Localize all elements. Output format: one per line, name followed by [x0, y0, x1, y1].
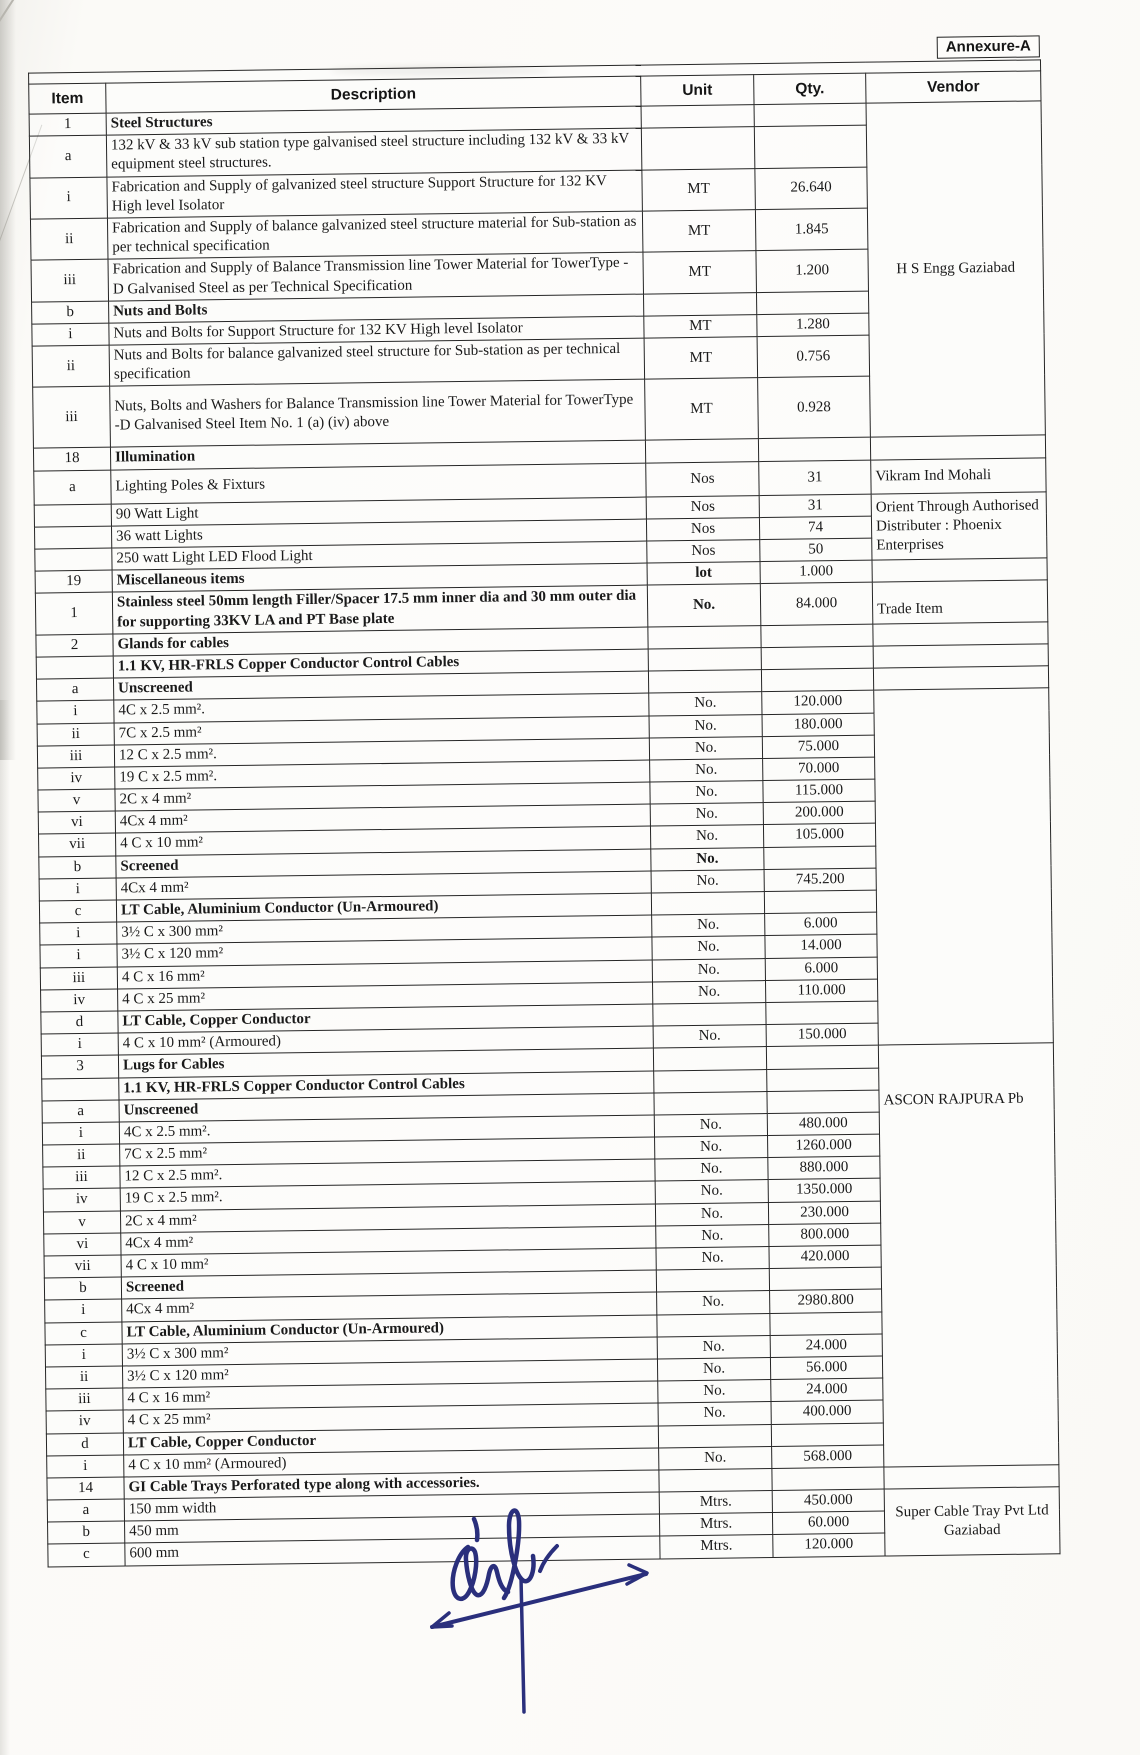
description-cell: Fabrication and Supply of balance galvanized steel structure material for Sub-station as per technical specification [107, 211, 642, 259]
description-cell: LT Cable, Aluminium Conductor (Un-Armoured) [116, 893, 651, 922]
vendor-cell: Super Cable Tray Pvt Ltd Gaziabad [884, 1487, 1060, 1556]
qty-cell: 568.000 [772, 1445, 884, 1469]
unit-cell [653, 1002, 766, 1026]
item-cell: i [40, 922, 117, 945]
description-cell: 4Cx 4 mm² [116, 871, 651, 900]
qty-cell: 84.000 [760, 582, 873, 625]
qty-cell: 24.000 [770, 1334, 882, 1358]
description-cell: 1.1 KV, HR-FRLS Copper Conductor Control Cables [113, 649, 648, 678]
unit-cell [654, 1069, 767, 1093]
unit-cell: Nos [646, 495, 759, 519]
qty-cell: 14.000 [765, 934, 877, 958]
column-header: Unit [641, 75, 754, 106]
description-cell: 4 C x 10 mm² [116, 826, 651, 855]
annexure-label: Annexure-A [937, 35, 1040, 58]
item-cell: b [48, 1521, 125, 1544]
unit-cell [641, 127, 755, 170]
unit-cell: MT [645, 378, 759, 440]
description-cell: Fabrication and Supply of galvanized steel structure Support Structure for 132 KV High level Isolator [107, 170, 642, 218]
unit-cell: Nos [646, 517, 759, 541]
vendor-cell: Orient Through Authorised Distributer : Phoenix Enterprises [871, 491, 1047, 560]
vendor-cell: ASCON RAJPURA Pb [878, 1043, 1059, 1467]
description-cell: 90 Watt Light [111, 497, 646, 526]
description-cell: Glands for cables [113, 627, 648, 656]
item-cell: 19 [35, 570, 112, 593]
unit-cell: No. [652, 914, 765, 938]
unit-cell: No. [653, 1025, 766, 1049]
unit-cell: MT [642, 168, 756, 211]
unit-cell: No. [658, 1402, 771, 1426]
qty-cell: 60.000 [772, 1511, 884, 1535]
description-cell: Nuts, Bolts and Washers for Balance Transmission line Tower Material for TowerType -D Galvanised Steel Item No. 1 (a) (iv) above [110, 380, 646, 448]
qty-cell: 450.000 [772, 1489, 884, 1513]
unit-cell: No. [650, 781, 763, 805]
description-cell: 7C x 2.5 mm² [120, 1137, 655, 1166]
qty-cell: 1.280 [757, 313, 869, 337]
description-cell: 7C x 2.5 mm² [114, 716, 649, 745]
description-cell: Unscreened [119, 1093, 654, 1122]
item-cell: a [47, 1499, 124, 1522]
vendor-cell: Vikram Ind Mohali [871, 457, 1046, 493]
item-cell [36, 656, 113, 679]
description-cell: 3½ C x 300 mm² [122, 1337, 657, 1366]
item-cell: b [32, 301, 109, 324]
unit-cell [641, 105, 754, 129]
item-cell: c [48, 1543, 125, 1566]
item-cell [34, 504, 111, 527]
unit-cell [658, 1424, 771, 1448]
qty-cell: 115.000 [763, 779, 875, 803]
qty-cell: 110.000 [765, 979, 877, 1003]
unit-cell [653, 1047, 766, 1071]
unit-cell [651, 892, 764, 916]
description-cell: 250 watt Light LED Flood Light [112, 541, 647, 570]
item-cell: iv [41, 989, 118, 1012]
vendor-cell [870, 435, 1045, 459]
item-cell: iii [37, 745, 114, 768]
description-cell: LT Cable, Aluminium Conductor (Un-Armoured) [122, 1315, 657, 1344]
unit-cell: Nos [646, 461, 759, 496]
vendor-cell: H S Engg Gaziabad [866, 101, 1045, 438]
vendor-cell [884, 1465, 1059, 1489]
qty-cell: 230.000 [768, 1201, 880, 1225]
qty-cell [754, 103, 866, 127]
qty-cell: 150.000 [766, 1023, 878, 1047]
description-cell: 4 C x 16 mm² [117, 960, 652, 989]
unit-cell [648, 670, 761, 694]
item-cell: v [43, 1211, 120, 1234]
vendor-cell [873, 644, 1048, 668]
item-cell: iii [31, 259, 109, 301]
qty-cell [766, 1045, 878, 1069]
description-cell: 4Cx 4 mm² [122, 1292, 657, 1321]
qty-cell: 1260.000 [768, 1134, 880, 1158]
vendor-cell [874, 688, 1054, 1045]
description-cell: 4Cx 4 mm² [115, 804, 650, 833]
description-cell: Lighting Poles & Fixturs [111, 463, 646, 504]
unit-cell [648, 648, 761, 672]
qty-cell: 6.000 [765, 957, 877, 981]
description-cell: 19 C x 2.5 mm². [115, 760, 650, 789]
description-cell: 132 kV & 33 kV sub station type galvanised steel structure including 132 kV & 33 kV equipment steel structures. [106, 128, 641, 176]
qty-cell [761, 668, 873, 692]
item-cell: 3 [41, 1055, 118, 1078]
scan-edge-shadow [0, 0, 16, 760]
qty-cell: 1.845 [755, 208, 868, 251]
unit-cell [654, 1091, 767, 1115]
description-cell: 12 C x 2.5 mm². [114, 738, 649, 767]
item-cell: a [34, 470, 111, 505]
column-header: Item [29, 83, 106, 114]
qty-cell: 2980.800 [770, 1289, 882, 1313]
unit-cell: No. [655, 1136, 768, 1160]
description-cell: Illumination [110, 441, 645, 470]
scan-edge-shadow [0, 700, 10, 1755]
qty-cell [771, 1423, 883, 1447]
item-cell: ii [30, 218, 108, 260]
column-header: Qty. [754, 73, 866, 104]
item-cell: b [44, 1277, 121, 1300]
unit-cell: Mtrs. [660, 1535, 773, 1559]
unit-cell: No. [658, 1380, 771, 1404]
unit-cell: No. [649, 692, 762, 716]
qty-cell [758, 438, 870, 462]
qty-cell: 26.640 [755, 167, 868, 210]
qty-cell: 24.000 [771, 1378, 883, 1402]
unit-cell: No. [655, 1180, 768, 1204]
qty-cell: 400.000 [771, 1400, 883, 1424]
qty-cell [764, 890, 876, 914]
item-cell: i [45, 1344, 122, 1367]
description-cell: 2C x 4 mm² [115, 782, 650, 811]
unit-cell: MT [643, 251, 757, 294]
item-cell [42, 1078, 119, 1101]
description-cell: 4 C x 25 mm² [123, 1403, 658, 1432]
qty-cell: 50 [760, 538, 872, 562]
unit-cell: No. [650, 758, 763, 782]
unit-cell: MT [642, 210, 756, 253]
unit-cell: No. [650, 803, 763, 827]
item-cell: iii [46, 1388, 123, 1411]
unit-cell: MT [644, 314, 757, 338]
item-cell: vi [44, 1233, 121, 1256]
unit-cell: No. [652, 980, 765, 1004]
qty-cell: 0.756 [757, 335, 870, 378]
item-cell: iii [43, 1166, 120, 1189]
item-cell: vii [44, 1255, 121, 1278]
unit-cell: No. [655, 1202, 768, 1226]
item-cell: i [30, 177, 108, 219]
description-cell: 150 mm width [124, 1492, 659, 1521]
item-cell: i [32, 323, 109, 346]
item-cell: i [41, 1033, 118, 1056]
description-cell: Steel Structures [106, 106, 641, 135]
description-cell: LT Cable, Copper Conductor [118, 1004, 653, 1033]
item-cell: iii [33, 387, 111, 449]
unit-cell: No. [654, 1113, 767, 1137]
unit-cell [656, 1269, 769, 1293]
item-cell: i [45, 1299, 122, 1322]
item-cell: a [29, 135, 107, 177]
item-cell: iv [43, 1188, 120, 1211]
qty-cell: 200.000 [763, 801, 875, 825]
description-cell: 4 C x 10 mm² (Armoured) [118, 1026, 653, 1055]
unit-cell: MT [644, 337, 758, 380]
item-cell: a [36, 678, 113, 701]
description-cell: 4 C x 10 mm² (Armoured) [124, 1448, 659, 1477]
description-cell: 19 C x 2.5 mm². [120, 1181, 655, 1210]
item-cell: ii [43, 1144, 120, 1167]
qty-cell: 180.000 [762, 713, 874, 737]
unit-cell: No. [651, 869, 764, 893]
item-cell: 1 [29, 113, 106, 136]
qty-cell [761, 646, 873, 670]
unit-cell: No. [656, 1224, 769, 1248]
unit-cell: No. [650, 825, 763, 849]
qty-cell: 31 [759, 494, 871, 518]
item-cell: i [39, 878, 116, 901]
qty-cell: 1350.000 [768, 1179, 880, 1203]
item-cell: b [39, 856, 116, 879]
description-cell: 4 C x 25 mm² [118, 982, 653, 1011]
qty-cell: 105.000 [763, 824, 875, 848]
item-cell: 1 [35, 592, 113, 634]
unit-cell: Mtrs. [659, 1491, 772, 1515]
description-cell: 3½ C x 300 mm² [117, 915, 652, 944]
unit-cell: No. [656, 1247, 769, 1271]
description-cell: Nuts and Bolts [109, 294, 644, 323]
item-cell: vii [39, 833, 116, 856]
qty-cell: 6.000 [765, 912, 877, 936]
item-cell [35, 548, 112, 571]
description-cell: 4Cx 4 mm² [121, 1226, 656, 1255]
qty-cell [756, 291, 868, 315]
item-cell: 18 [33, 448, 110, 471]
unit-cell: No. [649, 714, 762, 738]
qty-cell [754, 125, 867, 168]
unit-cell: No. [649, 736, 762, 760]
unit-cell: No. [655, 1158, 768, 1182]
qty-cell: 480.000 [767, 1112, 879, 1136]
item-cell: c [39, 900, 116, 923]
qty-cell [770, 1312, 882, 1336]
item-cell: iv [38, 767, 115, 790]
unit-cell: Mtrs. [659, 1513, 772, 1537]
item-cell: d [46, 1432, 123, 1455]
item-cell: d [41, 1011, 118, 1034]
item-cell: c [45, 1322, 122, 1345]
qty-cell: 800.000 [769, 1223, 881, 1247]
unit-cell: No. [652, 936, 765, 960]
document-table-wrapper [28, 37, 1059, 1567]
description-cell: Screened [116, 849, 651, 878]
item-cell: v [38, 789, 115, 812]
unit-cell: No. [657, 1357, 770, 1381]
description-cell: 4C x 2.5 mm². [119, 1115, 654, 1144]
description-cell: Nuts and Bolts for balance galvanized steel structure for Sub-station as per technical specification [109, 338, 644, 386]
unit-cell: No. [657, 1291, 770, 1315]
vendor-cell [873, 622, 1048, 646]
qty-cell [767, 1090, 879, 1114]
qty-cell [767, 1068, 879, 1092]
description-cell: 4 C x 16 mm² [123, 1381, 658, 1410]
unit-cell [659, 1468, 772, 1492]
description-cell: LT Cable, Copper Conductor [123, 1425, 658, 1454]
item-cell: iii [40, 967, 117, 990]
description-cell: Stainless steel 50mm length Filler/Spacer 17.5 mm inner dia and 30 mm outer dia for supporting 33KV LA and PT Base plate [112, 585, 647, 633]
items-table [28, 59, 1061, 1567]
item-cell: a [42, 1100, 119, 1123]
description-cell: 450 mm [125, 1514, 660, 1543]
item-cell: ii [32, 345, 110, 387]
qty-cell: 1.200 [756, 249, 869, 292]
description-cell: 4C x 2.5 mm². [114, 693, 649, 722]
item-cell: ii [37, 723, 114, 746]
description-cell: 36 watt Lights [111, 519, 646, 548]
item-cell: 14 [47, 1477, 124, 1500]
item-cell: i [47, 1455, 124, 1478]
qty-cell: 120.000 [773, 1533, 885, 1557]
qty-cell: 420.000 [769, 1245, 881, 1269]
item-cell [34, 526, 111, 549]
description-cell: 12 C x 2.5 mm². [120, 1159, 655, 1188]
qty-cell: 120.000 [762, 690, 874, 714]
description-cell: Nuts and Bolts for Support Structure for 132 KV High level Isolator [109, 316, 644, 345]
description-cell: 1.1 KV, HR-FRLS Copper Conductor Control Cables [119, 1071, 654, 1100]
vendor-cell [872, 558, 1047, 582]
qty-cell: 745.200 [764, 868, 876, 892]
item-cell: ii [45, 1366, 122, 1389]
description-cell: Miscellaneous items [112, 563, 647, 592]
qty-cell: 74 [759, 516, 871, 540]
qty-cell [769, 1267, 881, 1291]
description-cell: 4 C x 10 mm² [121, 1248, 656, 1277]
item-cell: iv [46, 1410, 123, 1433]
unit-cell [645, 439, 758, 463]
unit-cell: No. [652, 958, 765, 982]
qty-cell [766, 1001, 878, 1025]
description-cell: 600 mm [125, 1536, 660, 1565]
description-cell: 2C x 4 mm² [120, 1204, 655, 1233]
qty-cell: 56.000 [770, 1356, 882, 1380]
unit-cell [648, 625, 761, 649]
vendor-cell: Trade Item [872, 580, 1048, 624]
item-cell: i [40, 944, 117, 967]
qty-cell: 1.000 [760, 560, 872, 584]
unit-cell: lot [647, 562, 760, 586]
unit-cell [657, 1313, 770, 1337]
qty-cell [764, 846, 876, 870]
unit-cell: No. [657, 1335, 770, 1359]
qty-cell: 75.000 [762, 735, 874, 759]
qty-cell [772, 1467, 884, 1491]
unit-cell: Nos [647, 540, 760, 564]
description-cell: Unscreened [113, 671, 648, 700]
unit-cell: No. [659, 1446, 772, 1470]
unit-cell: No. [647, 584, 761, 627]
description-cell: 3½ C x 120 mm² [122, 1359, 657, 1388]
vendor-cell [873, 666, 1048, 690]
description-cell: 3½ C x 120 mm² [117, 937, 652, 966]
item-cell: vi [38, 811, 115, 834]
item-cell: i [42, 1122, 119, 1145]
unit-cell [643, 292, 756, 316]
qty-cell: 31 [759, 460, 871, 495]
description-cell: Screened [121, 1270, 656, 1299]
qty-cell: 0.928 [758, 377, 871, 439]
unit-cell: No. [651, 847, 764, 871]
description-cell: Fabrication and Supply of Balance Transmission line Tower Material for TowerType -D Galvanised Steel as per Technical Specification [108, 252, 643, 300]
qty-cell: 70.000 [763, 757, 875, 781]
column-header: Vendor [866, 71, 1041, 103]
qty-cell: 880.000 [768, 1156, 880, 1180]
qty-cell [761, 624, 873, 648]
item-cell: i [37, 700, 114, 723]
item-cell: 2 [36, 634, 113, 657]
description-cell: Lugs for Cables [118, 1048, 653, 1077]
column-header: Description [106, 76, 641, 113]
description-cell: GI Cable Trays Perforated type along with accessories. [124, 1470, 659, 1499]
